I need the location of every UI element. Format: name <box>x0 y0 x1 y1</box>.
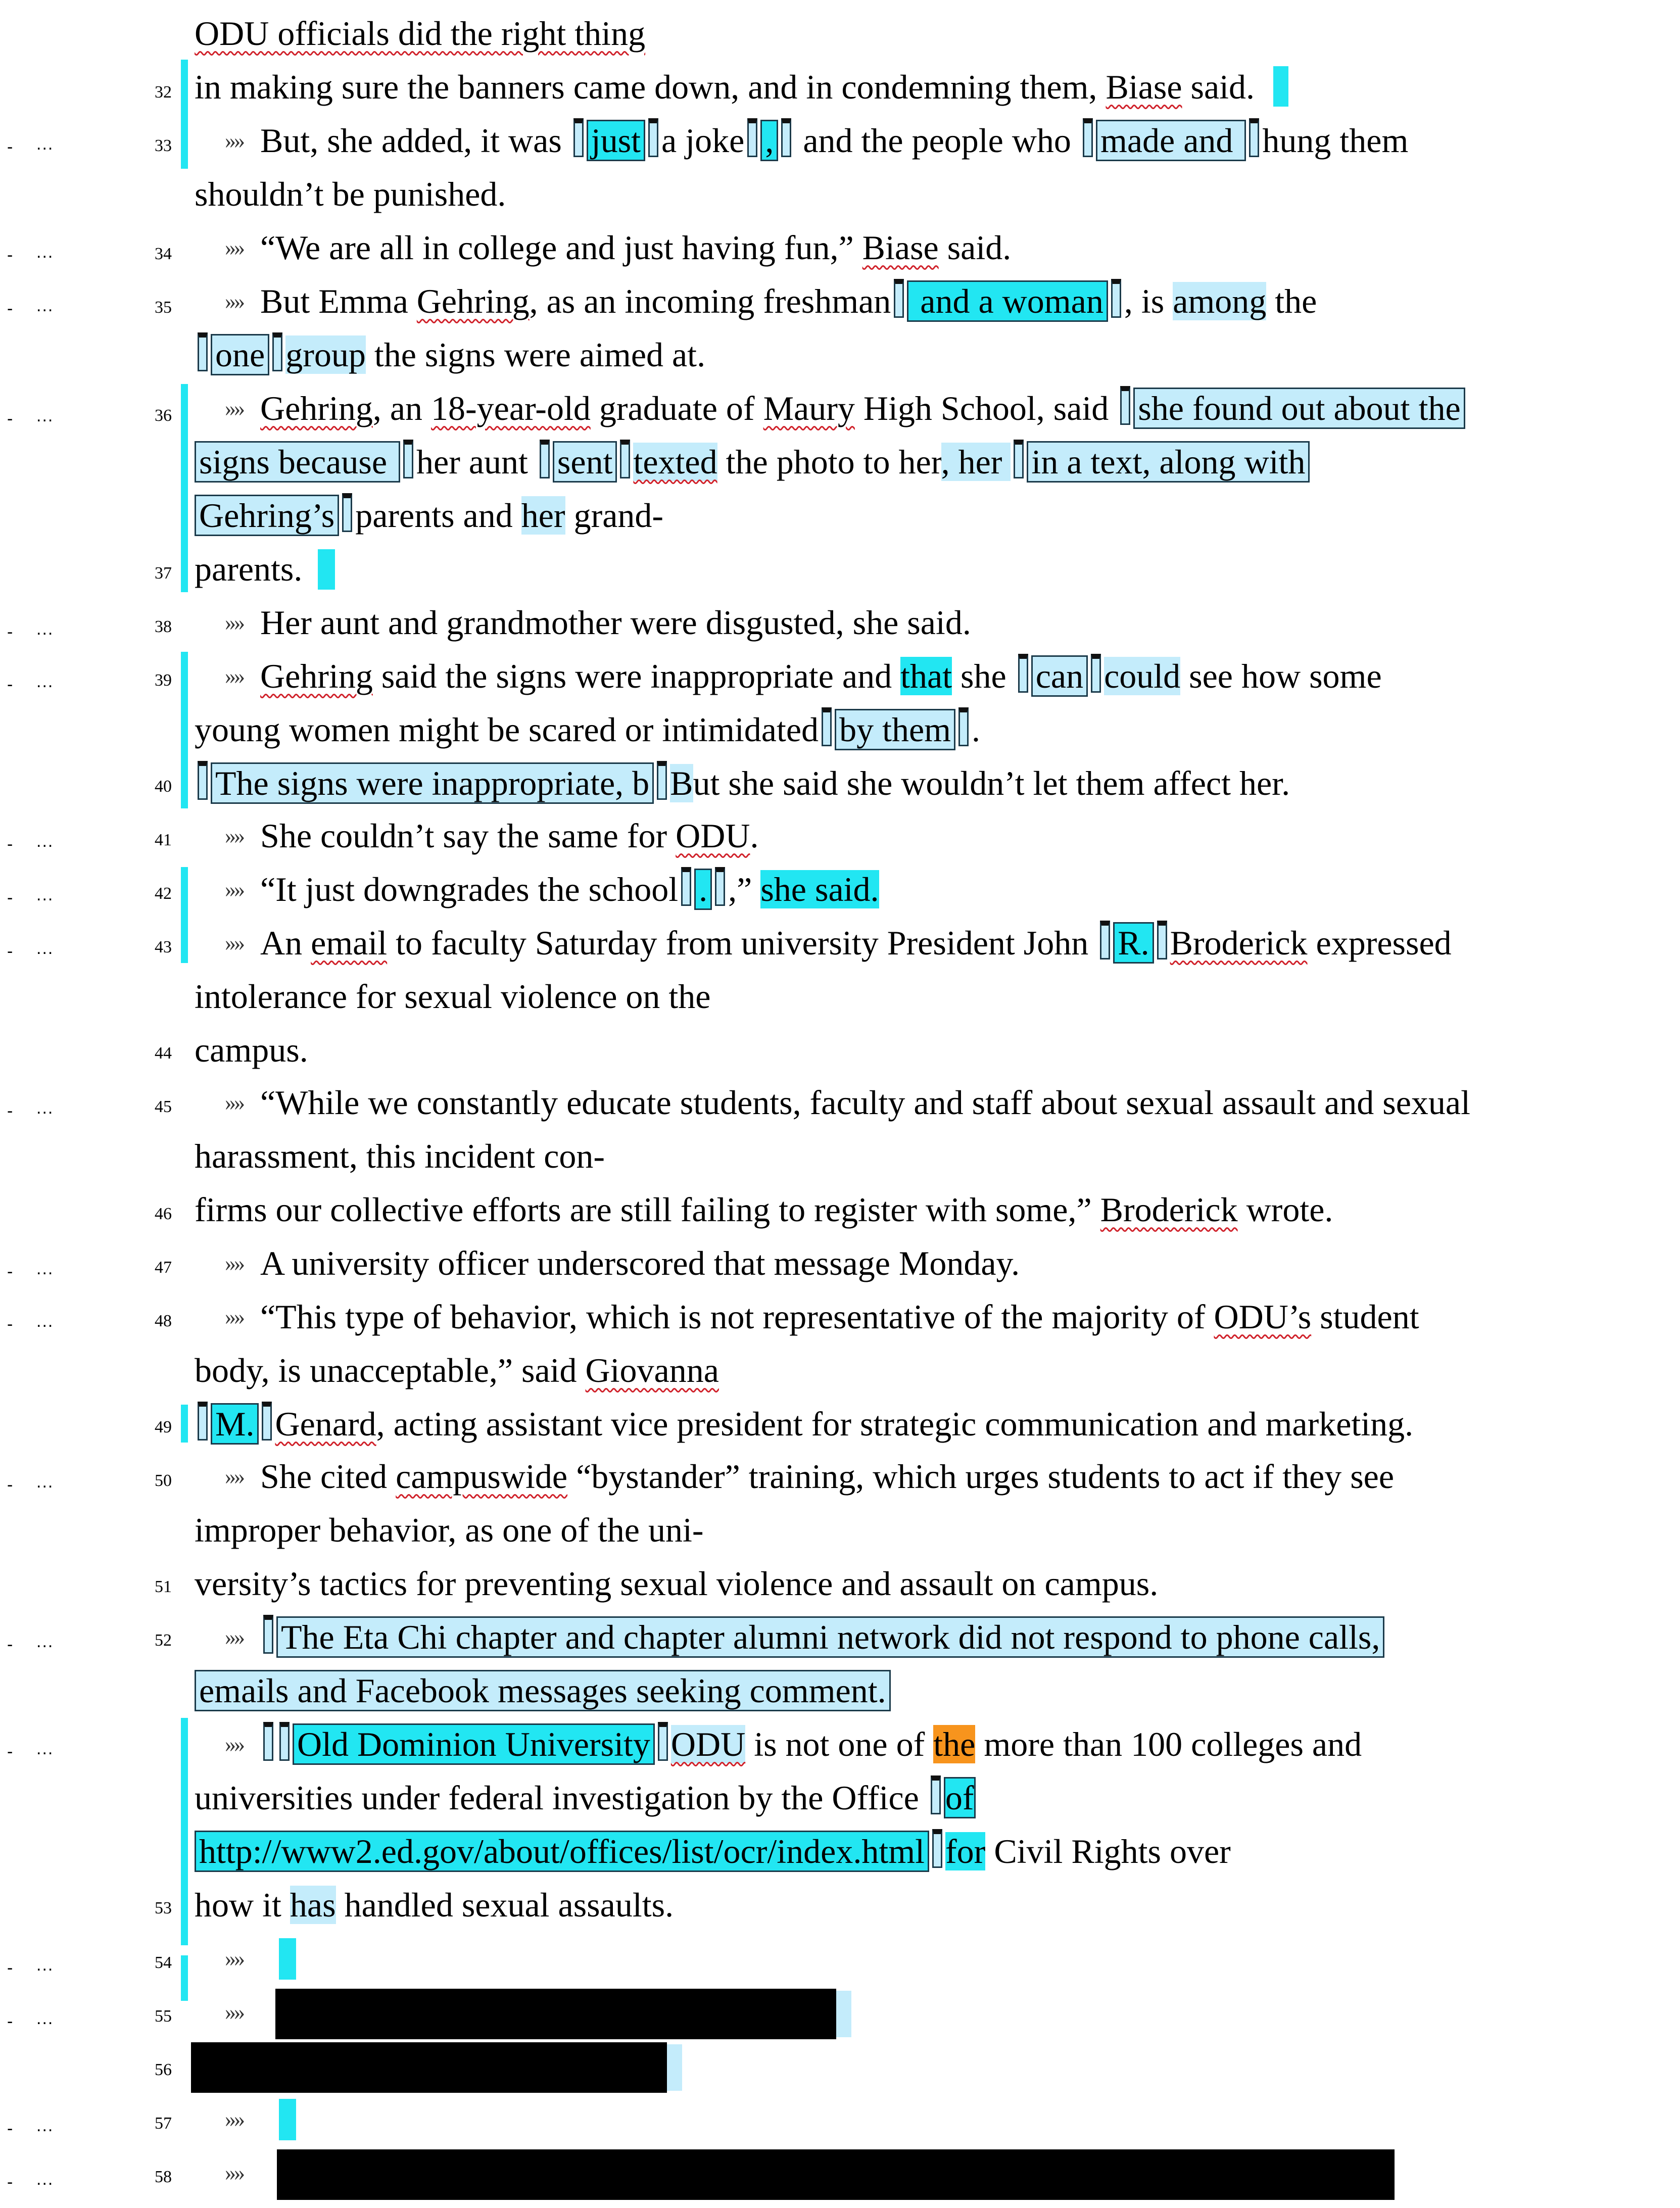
paragraph-line: »» “It just downgrades the school . ,” she said. <box>225 866 879 917</box>
tracked-insertion[interactable]: she found out about the <box>1133 388 1465 429</box>
tracked-insertion[interactable]: emails and Facebook messages seeking comment. <box>195 1670 891 1711</box>
paragraph-line: »» <box>225 2107 243 2132</box>
line-number: 56 <box>155 2060 172 2079</box>
line-number: 38 <box>155 617 172 636</box>
paragraph-line: »» Old Dominion University ODU is not one of the more than 100 colleges and <box>225 1721 1362 1772</box>
gutter-row: - ... <box>7 1259 54 1281</box>
gutter-row: - ... <box>7 1739 54 1761</box>
line-number: 39 <box>155 671 172 690</box>
tracked-insertion[interactable]: Old Dominion University <box>293 1723 655 1765</box>
paragraph-line: improper behavior, as one of the uni- <box>195 1511 704 1549</box>
redacted-text <box>191 2042 667 2093</box>
line-number: 44 <box>155 1044 172 1063</box>
line-number: 43 <box>155 938 172 956</box>
gutter-row: - ... <box>7 2009 54 2031</box>
change-bar <box>181 1718 188 1945</box>
line-number: 34 <box>155 245 172 263</box>
gutter-row: - ... <box>7 939 54 961</box>
tracked-insertion[interactable]: R. <box>1113 922 1154 964</box>
paragraph-line: »» Gehring said the signs were inappropriate and that she can could see how some <box>225 653 1382 704</box>
paragraph-line <box>195 1667 891 1714</box>
change-bar <box>181 60 188 169</box>
line-number: 33 <box>155 136 172 155</box>
hyperlink[interactable]: http://www2.ed.gov/about/offices/list/ocr/index.html <box>195 1831 929 1872</box>
line-number: 46 <box>155 1205 172 1223</box>
gutter-row: - ... <box>7 134 54 157</box>
paragraph-line: »» An email to faculty Saturday from university President John R. Broderick expressed <box>225 920 1452 971</box>
change-marker <box>279 1938 296 1980</box>
comment-anchor[interactable]: the <box>933 1725 976 1763</box>
change-marker <box>318 549 335 590</box>
gutter-row: - ... <box>7 1955 54 1978</box>
tracked-insertion[interactable]: in a text, along with <box>1027 441 1310 483</box>
change-marker <box>279 2099 296 2140</box>
line-number: 52 <box>155 1631 172 1650</box>
paragraph-marker: »» <box>225 128 243 153</box>
change-bar <box>181 1955 188 2001</box>
paragraph-line: one group the signs were aimed at. <box>195 331 705 378</box>
tracked-insertion[interactable]: signs because <box>195 441 400 483</box>
tracked-insertion[interactable]: Gehring’s <box>195 495 339 536</box>
paragraph-line: firms our collective efforts are still failing to register with some,” Broderick wrote. <box>195 1190 1333 1229</box>
line-number: 41 <box>155 831 172 849</box>
paragraph-line: »» Gehring, an 18-year-old graduate of Maury High School, said she found out about the <box>225 385 1465 436</box>
paragraph-line: »» “This type of behavior, which is not representative of the majority of ODU’s student <box>225 1298 1419 1336</box>
paragraph-line: versity’s tactics for preventing sexual violence and assault on campus. <box>195 1564 1159 1603</box>
gutter-row: - ... <box>7 2116 54 2138</box>
gutter-row: - ... <box>7 406 54 428</box>
line-number: 50 <box>155 1471 172 1490</box>
line-number: 45 <box>155 1097 172 1116</box>
change-bar <box>181 1405 188 1443</box>
tracked-insertion[interactable]: M. <box>211 1403 259 1445</box>
gutter-row: - ... <box>7 296 54 318</box>
redacted-text <box>277 2149 1395 2200</box>
change-marker <box>836 1991 851 2037</box>
tracked-deletion[interactable]: one <box>211 334 269 375</box>
paragraph-line: »» She couldn’t say the same for ODU. <box>225 817 759 855</box>
paragraph-line <box>195 10 645 57</box>
paragraph-line: »» <box>225 2161 243 2185</box>
line-number: 32 <box>155 83 172 102</box>
change-bar <box>181 867 188 963</box>
gutter-row: - ... <box>7 1098 54 1121</box>
paragraph-line: »» But, she added, it was just a joke , and the people who made and hung them <box>225 117 1408 168</box>
paragraph-line: body, is unacceptable,” said Giovanna <box>195 1351 719 1389</box>
paragraph-line: »» “While we constantly educate students, faculty and staff about sexual assault and sexual <box>225 1083 1470 1122</box>
line-number: 55 <box>155 2007 172 2026</box>
spell-word: Biase <box>1106 68 1182 106</box>
line-number: 36 <box>155 406 172 425</box>
paragraph-line: »» The Eta Chi chapter and chapter alumni network did not respond to phone calls, <box>225 1614 1384 1665</box>
line-number: 40 <box>155 777 172 796</box>
tracked-deletion[interactable]: can <box>1031 655 1088 697</box>
paragraph-line: how it has handled sexual assaults. <box>195 1886 674 1924</box>
paragraph-line: »» Her aunt and grandmother were disgusted, she said. <box>225 603 971 642</box>
change-marker <box>1273 66 1288 107</box>
paragraph-line: Gehring’s parents and her grand- <box>195 492 663 539</box>
paragraph-line: universities under federal investigation by the Office of <box>195 1774 976 1821</box>
line-number: 54 <box>155 1953 172 1972</box>
paragraph-line: http://www2.ed.gov/about/offices/list/ocr/index.html for Civil Rights over <box>195 1828 1231 1875</box>
gutter-row: - ... <box>7 1312 54 1334</box>
redacted-text <box>275 1989 836 2039</box>
gutter-row: - ... <box>7 2170 54 2192</box>
gutter-row: - ... <box>7 832 54 854</box>
change-marker <box>667 2044 682 2091</box>
paragraph-line: »» A university officer underscored that message Monday. <box>225 1244 1020 1282</box>
line-number: 47 <box>155 1258 172 1277</box>
gutter-row: - ... <box>7 619 54 642</box>
gutter-row: - ... <box>7 1632 54 1654</box>
paragraph-line: intolerance for sexual violence on the <box>195 977 711 1016</box>
tracked-insertion[interactable]: . <box>694 869 712 910</box>
paragraph-line: campus. <box>195 1031 308 1069</box>
paragraph-line: »» “We are all in college and just having fun,” Biase said. <box>225 228 1012 267</box>
line-number: 49 <box>155 1418 172 1436</box>
paragraph-line: »» But Emma Gehring, as an incoming freshman and a woman , is among the <box>225 278 1317 329</box>
tracked-insertion[interactable]: by them <box>835 709 955 750</box>
line-number: 57 <box>155 2114 172 2133</box>
change-bar <box>181 384 188 592</box>
paragraph-line: »» She cited campuswide “bystander” training, which urges students to act if they see <box>225 1457 1395 1496</box>
paragraph-line: »» <box>225 1946 243 1971</box>
paragraph-line: »» <box>225 2000 243 2025</box>
gutter-row: - ... <box>7 885 54 907</box>
line-number: 51 <box>155 1577 172 1596</box>
paragraph-line: signs because her aunt sent texted the photo to her, her in a text, along with <box>195 439 1310 485</box>
paragraph-line: harassment, this incident con- <box>195 1137 605 1175</box>
gutter-row: - ... <box>7 243 54 265</box>
paragraph-line: young women might be scared or intimidated by them . <box>195 706 980 753</box>
line-number: 42 <box>155 884 172 903</box>
tracked-insertion[interactable]: , <box>760 120 778 161</box>
change-bar <box>181 652 188 808</box>
tracked-insertion[interactable]: of <box>944 1777 976 1818</box>
line-number: 48 <box>155 1312 172 1330</box>
line-number: 58 <box>155 2168 172 2186</box>
gutter-row: - ... <box>7 672 54 694</box>
tracked-insertion[interactable]: just <box>587 120 645 161</box>
line-number: 37 <box>155 564 172 583</box>
spell-word: ODU officials did the right thing <box>195 14 646 53</box>
paragraph-line: M. Genard, acting assistant vice president for strategic communication and marketing. <box>195 1401 1413 1447</box>
paragraph-line: in making sure the banners came down, and in condemning them, Biase said. <box>195 64 1288 110</box>
tracked-deletion[interactable]: sent <box>553 441 617 483</box>
tracked-deletion[interactable]: The signs were inappropriate, b <box>211 762 654 804</box>
tracked-insertion[interactable]: The Eta Chi chapter and chapter alumni network did not respond to phone calls, <box>276 1616 1384 1658</box>
paragraph-line: parents. <box>195 546 335 592</box>
gutter-row: - ... <box>7 1472 54 1495</box>
tracked-insertion[interactable]: and a woman <box>907 280 1108 322</box>
line-number: 35 <box>155 298 172 317</box>
paragraph-line: The signs were inappropriate, b But she said she wouldn’t let them affect her. <box>195 760 1290 806</box>
paragraph-line: shouldn’t be punished. <box>195 175 506 213</box>
line-number: 53 <box>155 1899 172 1917</box>
tracked-insertion[interactable]: made and <box>1096 120 1246 161</box>
